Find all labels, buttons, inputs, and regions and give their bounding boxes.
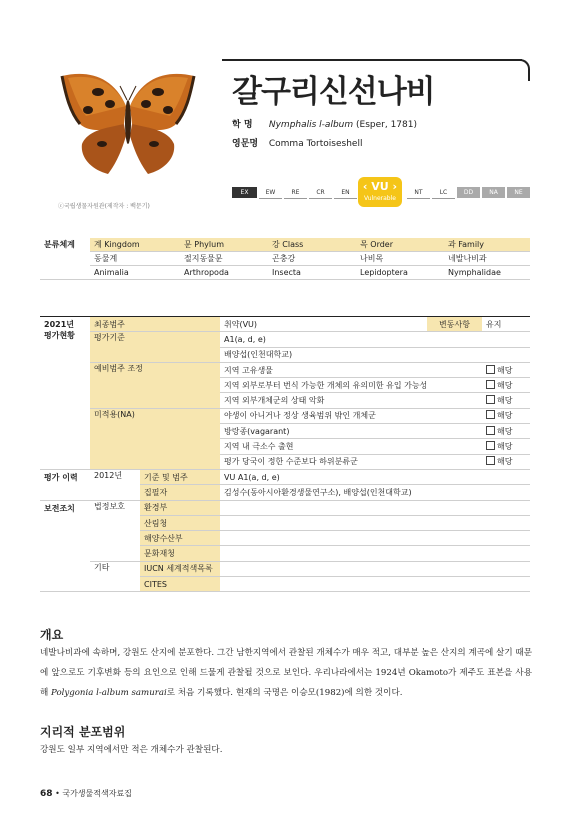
- common-name-label: 영문명: [232, 139, 259, 149]
- checkbox-icon: [486, 426, 495, 435]
- status-nt: NT: [407, 187, 430, 199]
- common-name: Comma Tortoiseshell: [268, 139, 363, 149]
- history-criteria-label: 기준 및 범주: [140, 469, 220, 484]
- status-ne: NE: [507, 187, 530, 198]
- eval-change-value: 유지: [482, 317, 530, 332]
- checkbox-icon: [486, 456, 495, 465]
- protection-label: 보전조치: [40, 500, 90, 592]
- taxonomy-header-order: 목 Order: [356, 238, 444, 252]
- protection-item: IUCN 세계적색목록: [140, 561, 220, 576]
- common-name-row: [232, 136, 362, 149]
- distribution-heading: 지리적 분포범위: [40, 725, 126, 739]
- checkbox-icon: [486, 380, 495, 389]
- protection-item: 환경부: [140, 500, 220, 515]
- scientific-name: Nymphalis l-album: [268, 120, 354, 130]
- protection-legal-label: 법정보호: [90, 500, 140, 561]
- history-year: 2012년: [90, 469, 140, 500]
- footer-title: 국가생물적색자료집: [62, 789, 132, 798]
- eval-checkbox: 해당: [482, 408, 530, 423]
- butterfly-image: [58, 66, 198, 178]
- scientific-name-row: [232, 117, 417, 130]
- eval-final-row: [40, 317, 530, 332]
- protection-item: 문화재청: [140, 546, 220, 561]
- eval-adjust-row: [40, 362, 530, 377]
- taxonomy-cell: Animalia: [90, 266, 180, 280]
- taxonomy-cell: 네발나비과: [444, 252, 530, 266]
- scientific-author: (Esper, 1781): [356, 120, 417, 130]
- eval-change-label: 변동사항: [427, 317, 482, 332]
- taxonomy-cell: 절지동물문: [180, 252, 268, 266]
- eval-criteria-row: [40, 332, 530, 347]
- overview-heading: 개요: [40, 628, 64, 642]
- history-author-value: 김성수(동아시아환경생물연구소), 배양섭(인천대학교): [220, 485, 530, 500]
- eval-checkbox: 해당: [482, 378, 530, 393]
- taxonomy-cell: Lepidoptera: [356, 266, 444, 280]
- history-author-label: 집필자: [140, 485, 220, 500]
- taxonomy-cell: Arthropoda: [180, 266, 268, 280]
- eval-checkbox: 해당: [482, 439, 530, 454]
- eval-adjust-item: 지역 외부개체군의 상태 악화: [220, 393, 482, 408]
- scientific-name-label: 학 명: [232, 120, 253, 130]
- eval-na-item: 평가 당국이 정한 수준보다 하위분류군: [220, 454, 482, 469]
- checkbox-icon: [486, 410, 495, 419]
- header-rule: [222, 59, 522, 61]
- eval-na-row: [40, 408, 530, 423]
- eval-checkbox: 해당: [482, 393, 530, 408]
- status-current-code: VU: [371, 180, 389, 193]
- status-na: NA: [482, 187, 505, 198]
- page-number: 68: [40, 789, 53, 799]
- taxonomy-cell: Insecta: [268, 266, 356, 280]
- eval-criteria-author: 배양섭(인천대학교): [220, 347, 530, 362]
- protection-other-label: 기타: [90, 561, 140, 592]
- checkbox-icon: [486, 365, 495, 374]
- taxonomy-cell: Nymphalidae: [444, 266, 530, 280]
- status-cr: CR: [309, 187, 332, 199]
- eval-na-label: 미적용(NA): [90, 408, 220, 469]
- eval-section-label: 2021년 평가현황: [40, 317, 90, 470]
- checkbox-icon: [486, 395, 495, 404]
- status-ex: EX: [232, 187, 257, 198]
- status-ew: EW: [259, 187, 282, 199]
- protection-item: 산림청: [140, 515, 220, 530]
- protection-row: [40, 500, 530, 515]
- distribution-text: 강원도 일부 지역에서만 적은 개체수가 관찰된다.: [40, 745, 223, 755]
- taxonomy-header-kingdom: 계 Kingdom: [90, 238, 180, 252]
- status-re: RE: [284, 187, 307, 199]
- eval-checkbox: 해당: [482, 362, 530, 377]
- status-dd: DD: [457, 187, 480, 198]
- header-corner: [520, 59, 530, 81]
- history-label: 평가 이력: [40, 469, 90, 500]
- overview-text: 네발나비과에 속하며, 강원도 산지에 분포한다. 그간 남한지역에서 관찰된 개체수가 매우 적고, 대부분 높은 산지의 계곡에 살기 때문에 앞으로도 기후변화 등의 요인으로 인해 드물게 관찰될 것으로 보인다. 우리나라에서는 1924년 Okamoto가 제주도 표본을 사용해 Polygonia l-album samurai로 처음 기록했다. 현재의 국명은 이승모(1982)에 의한 것이다.: [40, 648, 532, 698]
- checkbox-icon: [486, 441, 495, 450]
- eval-na-item: 야생이 아니거나 정상 생육범위 밖인 개체군: [220, 408, 482, 423]
- evaluation-table: [40, 316, 530, 592]
- eval-final-label: 최종범주: [90, 317, 220, 332]
- protection-item: CITES: [140, 577, 220, 592]
- taxonomy-cell: 나비목: [356, 252, 444, 266]
- protection-item: 해양수산부: [140, 531, 220, 546]
- taxonomy-cell: 곤충강: [268, 252, 356, 266]
- status-current-badge: ‹ VU › Vulnerable: [358, 177, 402, 207]
- taxonomy-korean-row: [40, 252, 530, 266]
- taxonomy-header-phylum: 문 Phylum: [180, 238, 268, 252]
- taxonomy-header-family: 과 Family: [444, 238, 530, 252]
- eval-na-item: 지역 내 극소수 출현: [220, 439, 482, 454]
- status-lc: LC: [432, 187, 455, 199]
- taxonomy-cell: 동물계: [90, 252, 180, 266]
- eval-adjust-item: 지역 외부로부터 번식 가능한 개체의 유의미한 유입 가능성: [220, 378, 482, 393]
- history-row: [40, 469, 530, 484]
- eval-criteria-value: A1(a, d, e): [220, 332, 530, 347]
- status-en: EN: [334, 187, 357, 199]
- species-title: 갈구리신선나비: [232, 74, 435, 110]
- taxonomy-table: [40, 238, 530, 280]
- eval-criteria-label: 평가기준: [90, 332, 220, 363]
- history-criteria-value: VU A1(a, d, e): [220, 469, 530, 484]
- eval-final-value: 취약(VU): [220, 317, 427, 332]
- protection-row: [40, 561, 530, 576]
- eval-checkbox: 해당: [482, 454, 530, 469]
- taxonomy-header-row: [40, 238, 530, 252]
- taxonomy-row-label: 분류체계: [40, 238, 90, 280]
- taxonomy-latin-row: [40, 266, 530, 280]
- page-footer: 68 • 국가생물적색자료집: [40, 789, 132, 799]
- eval-adjust-label: 예비범주 조정: [90, 362, 220, 408]
- eval-checkbox: 해당: [482, 424, 530, 439]
- status-current-label: Vulnerable: [364, 195, 396, 202]
- photo-credit: ⓒ국립생물자원관(제작자 : 백문기): [58, 203, 150, 210]
- eval-na-item: 방랑종(vagarant): [220, 424, 482, 439]
- eval-adjust-item: 지역 고유생물: [220, 362, 482, 377]
- taxonomy-header-class: 강 Class: [268, 238, 356, 252]
